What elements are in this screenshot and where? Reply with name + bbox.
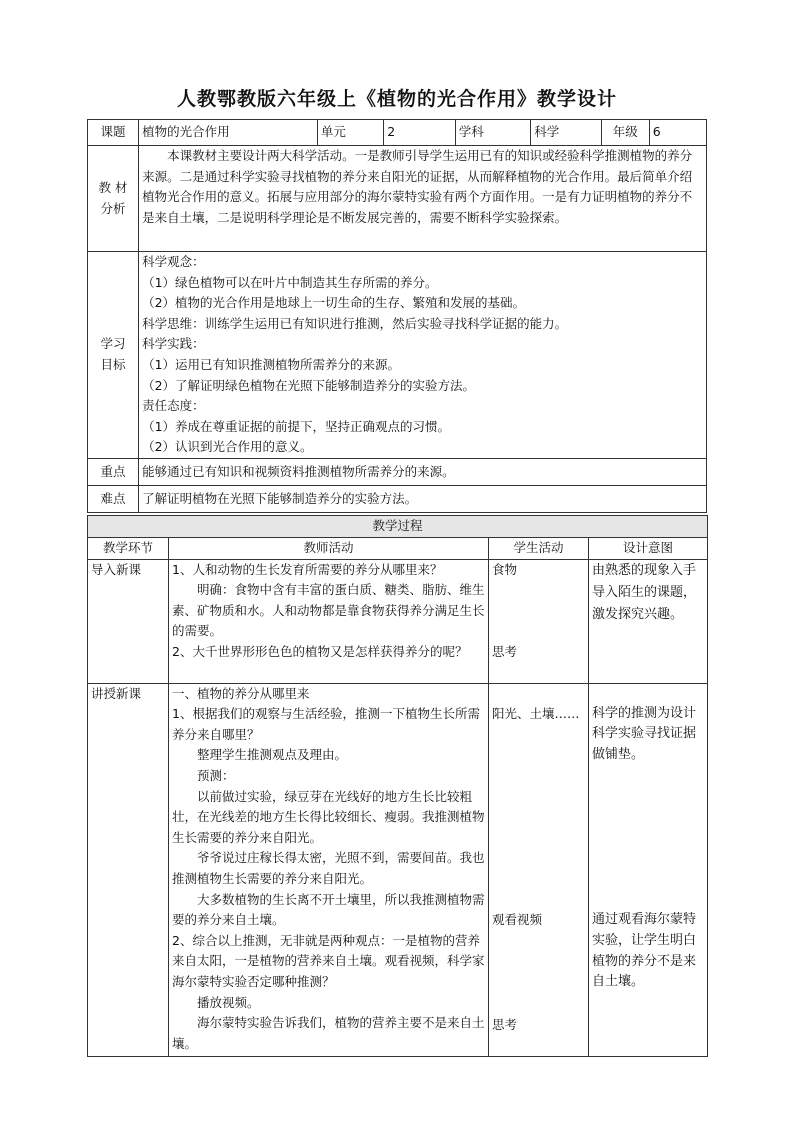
lesson-intent-2: 通过观看海尔蒙特实验，让学生明白植物的养分不是来自土壤。 bbox=[592, 912, 697, 990]
lesson-student bbox=[489, 683, 589, 1056]
analysis-cell bbox=[139, 146, 707, 252]
subject-value: 植物的光合作用 bbox=[139, 120, 318, 146]
lesson-s1: 阳光、土壤…… bbox=[492, 705, 580, 721]
keypoint-text: 能够通过已有知识和视频资料推测植物所需养分的来源。 bbox=[139, 458, 707, 485]
intro-t3: 2、大千世界形形色色的植物又是怎样获得养分的呢？ bbox=[172, 643, 468, 659]
lesson-t4: 以前做过实验，绿豆芽在光线好的地方生长比较粗壮，在光线差的地方生长得比较细长、瘦弱。我推测植物生长需要的养分来自阳光。 bbox=[172, 788, 485, 845]
goals-label-bottom: 目标 bbox=[100, 356, 126, 372]
lesson-s2: 观看视频 bbox=[492, 912, 543, 928]
discipline-value: 科学 bbox=[531, 120, 601, 146]
col-intent: 设计意图 bbox=[589, 538, 708, 560]
intro-student bbox=[489, 559, 589, 683]
unit-value: 2 bbox=[384, 120, 456, 146]
grade-value: 6 bbox=[649, 120, 706, 146]
analysis-label bbox=[88, 146, 139, 252]
intro-s1: 食物 bbox=[492, 561, 518, 577]
discipline-label: 学科 bbox=[455, 120, 531, 146]
goal-line: （2）认识到光合作用的意义。 bbox=[142, 439, 313, 455]
goal-line: 科学实践： bbox=[142, 336, 205, 352]
goals-label bbox=[88, 252, 139, 459]
lesson-t7: 2、综合以上推测，无非就是两种观点：一是植物的营养来自太阳，一是植物的营养来自土壤。观看视频，科学家海尔蒙特实验否定哪种推测？ bbox=[172, 932, 485, 989]
grade-label: 年级 bbox=[601, 120, 649, 146]
page-title: 人教鄂教版六年级上《植物的光合作用》教学设计 bbox=[176, 88, 617, 110]
lesson-t5: 爷爷说过庄稼长得太密，光照不到，需要间苗。我也推测植物生长需要的养分来自阳光。 bbox=[172, 850, 485, 886]
difficulty-text: 了解证明植物在光照下能够制造养分的实验方法。 bbox=[139, 485, 707, 512]
intro-teacher bbox=[169, 559, 489, 683]
info-table bbox=[87, 119, 707, 513]
lesson-t9: 海尔蒙特实验告诉我们，植物的营养主要不是来自土壤。 bbox=[172, 1015, 485, 1051]
lesson-t1: 1、根据我们的观察与生活经验，推测一下植物生长所需养分来自哪里？ bbox=[172, 706, 480, 742]
goal-line: （1）养成在尊重证据的前提下，坚持正确观点的习惯。 bbox=[142, 418, 451, 434]
analysis-label-1: 教 材 bbox=[98, 179, 128, 195]
keypoint-label: 重点 bbox=[88, 458, 139, 485]
goal-line: 责任态度： bbox=[142, 398, 205, 414]
analysis-label-2: 分析 bbox=[100, 200, 126, 216]
subject-label: 课题 bbox=[88, 120, 139, 146]
goals-label-top: 学习 bbox=[100, 336, 126, 352]
difficulty-label: 难点 bbox=[88, 485, 139, 512]
intro-t2: 明确：食物中含有丰富的蛋白质、糖类、脂肪、维生素、矿物质和水。人和动物都是靠食物获得养分满足生长的需要。 bbox=[172, 582, 485, 639]
lesson-t8: 播放视频。 bbox=[197, 994, 260, 1010]
lesson-intent bbox=[589, 683, 708, 1056]
unit-label: 单元 bbox=[317, 120, 383, 146]
intro-intent bbox=[589, 559, 708, 683]
lesson-t3: 预测： bbox=[197, 767, 235, 783]
col-stage: 教学环节 bbox=[88, 538, 169, 560]
goal-line: （2）了解证明绿色植物在光照下能够制造养分的实验方法。 bbox=[142, 377, 476, 393]
process-table bbox=[87, 515, 708, 1057]
lesson-teacher bbox=[169, 683, 489, 1056]
process-header: 教学过程 bbox=[88, 516, 708, 538]
goal-line: （1）绿色植物可以在叶片中制造其生存所需的养分。 bbox=[142, 274, 438, 290]
intro-stage: 导入新课 bbox=[88, 559, 169, 683]
goal-line: 科学观念： bbox=[142, 254, 205, 269]
goal-line: 科学思维：训练学生运用已有知识进行推测，然后实验寻找科学证据的能力。 bbox=[142, 315, 568, 331]
goals-cell bbox=[139, 252, 707, 459]
lesson-stage: 讲授新课 bbox=[88, 683, 169, 1056]
col-student: 学生活动 bbox=[489, 538, 589, 560]
intro-s2: 思考 bbox=[492, 644, 518, 660]
col-teacher: 教师活动 bbox=[169, 538, 489, 560]
lesson-intent-1: 科学的推测为设计科学实验寻找证据做铺垫。 bbox=[592, 705, 697, 762]
goal-line: （2）植物的光合作用是地球上一切生命的生存、繁殖和发展的基础。 bbox=[142, 295, 526, 311]
intro-t1: 1、人和动物的生长发育所需要的养分从哪里来？ bbox=[172, 561, 443, 577]
analysis-text: 本课教材主要设计两大科学活动。一是教师引导学生运用已有的知识或经验科学推测植物的养分来源。二是通过科学实验寻找植物的养分来自阳光的证据，从而解释植物的光合作用。最后简单介绍植物光合作用的意义。拓展与应用部分的海尔蒙特实验有两个方面作用。一是有力证明植物的养分不是来自土壤，二是说明科学理论是不断发展完善的，需要不断科学实验探索。 bbox=[142, 148, 693, 225]
goal-line: （1）运用已有知识推测植物所需养分的来源。 bbox=[142, 356, 401, 372]
lesson-t6: 大多数植物的生长离不开土壤里，所以我推测植物需要的养分来自土壤。 bbox=[172, 891, 485, 928]
lesson-head: 一、植物的养分从哪里来 bbox=[172, 685, 310, 701]
lesson-t2: 整理学生推测观点及理由。 bbox=[197, 747, 348, 763]
lesson-s3: 思考 bbox=[492, 1016, 518, 1032]
intro-intent-text: 由熟悉的现象入手导入陌生的课题，激发探究兴趣。 bbox=[592, 562, 697, 622]
